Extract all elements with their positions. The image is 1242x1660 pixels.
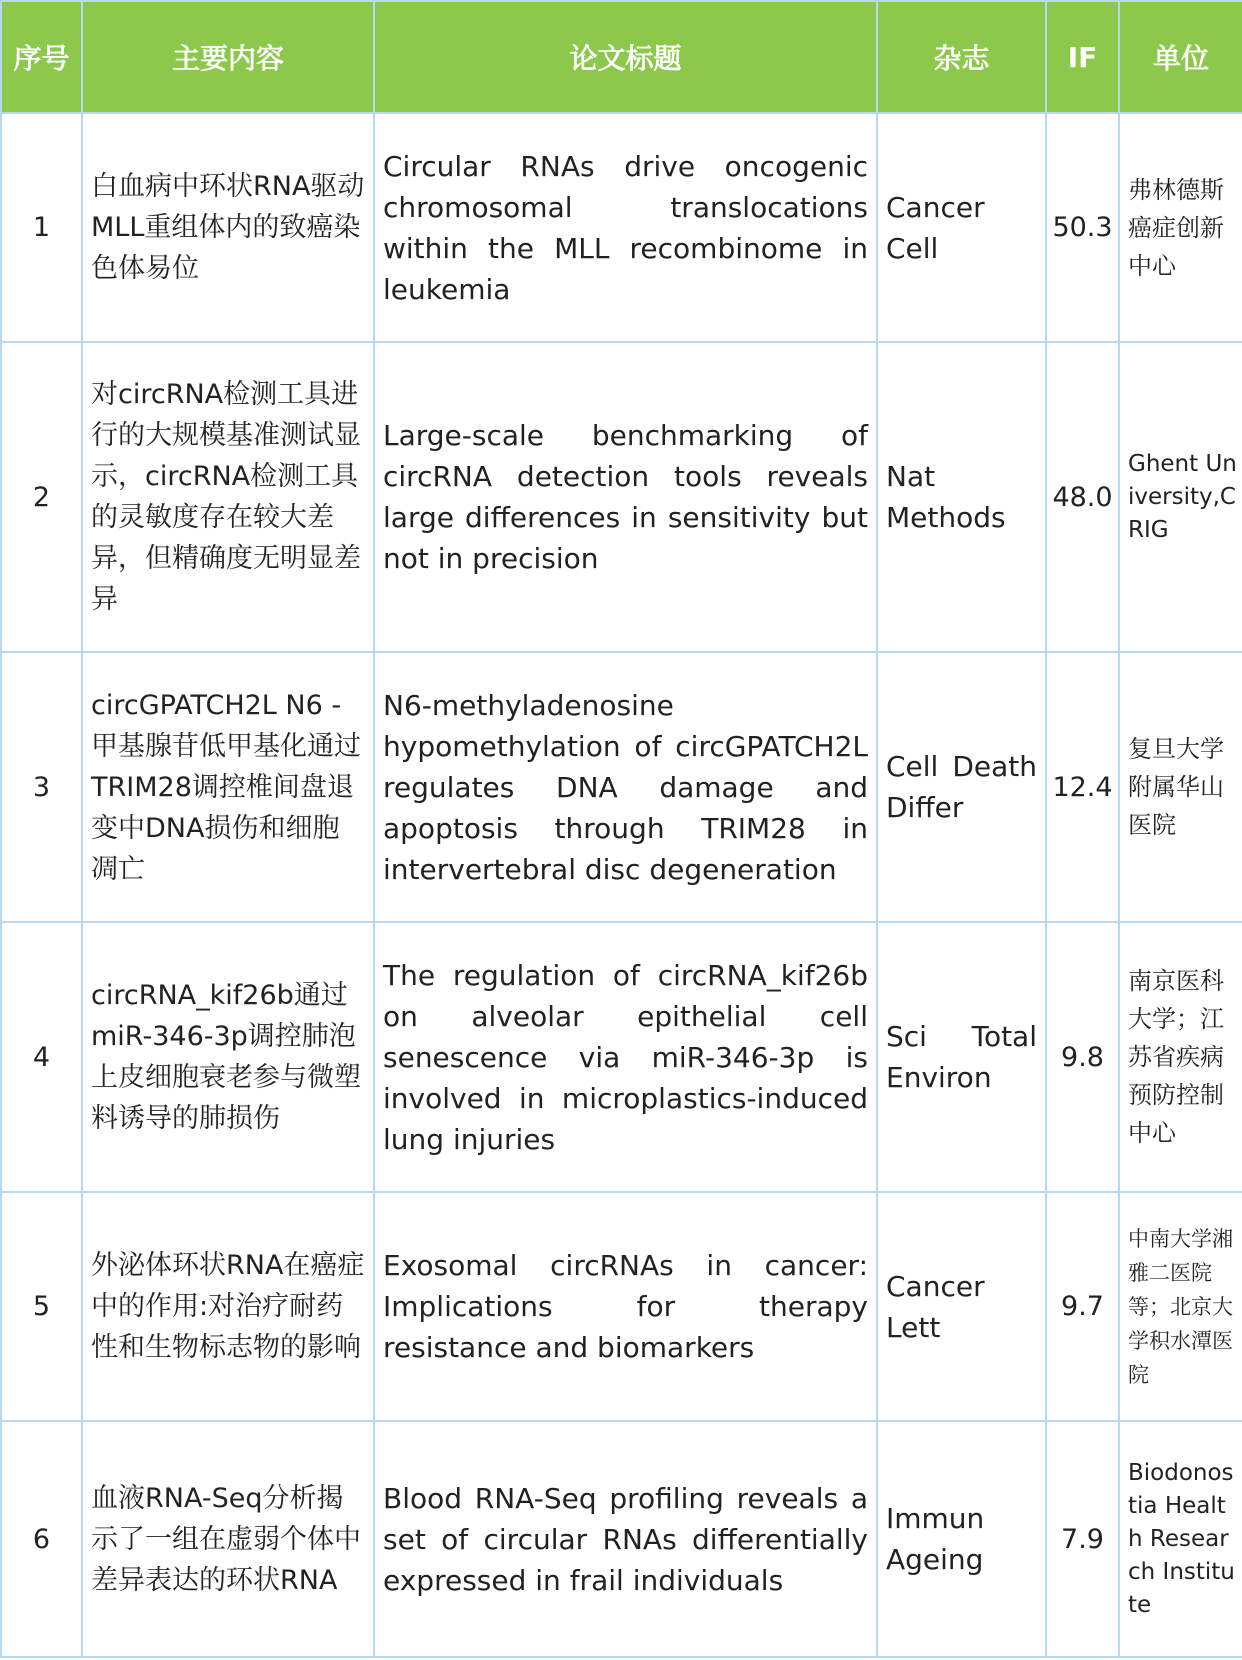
cell-no: 1 [1,113,82,342]
cell-title: The regulation of circRNA_kif26b on alveolar epithelial cell senescence via miR-346-3p is involved in microplastics-induced lung injuries [374,922,877,1192]
cell-journal: Immun Ageing [877,1421,1046,1657]
table-row [1,652,1242,922]
cell-no: 3 [1,652,82,922]
cell-unit: 弗林德斯癌症创新中心 [1119,113,1242,342]
header-content: 主要内容 [82,1,374,113]
cell-content: circGPATCH2L N6 -甲基腺苷低甲基化通过TRIM28调控椎间盘退变中DNA损伤和细胞凋亡 [82,652,374,922]
header-if: IF [1046,1,1119,113]
cell-title: Circular RNAs drive oncogenic chromosomal translocations within the MLL recombinome in leukemia [374,113,877,342]
cell-no: 4 [1,922,82,1192]
table-row [1,1421,1242,1657]
cell-title: Large-scale benchmarking of circRNA detection tools reveals large differences in sensitivity but not in precision [374,342,877,652]
cell-content: 外泌体环状RNA在癌症中的作用:对治疗耐药性和生物标志物的影响 [82,1192,374,1421]
header-title: 论文标题 [374,1,877,113]
cell-journal: Cancer Lett [877,1192,1046,1421]
cell-journal: Cancer Cell [877,113,1046,342]
cell-if: 48.0 [1046,342,1119,652]
cell-if: 9.8 [1046,922,1119,1192]
header-row [1,1,1242,113]
cell-if: 50.3 [1046,113,1119,342]
table-row [1,113,1242,342]
table-body [1,113,1242,1657]
cell-unit: 南京医科大学；江苏省疾病预防控制中心 [1119,922,1242,1192]
cell-title: Blood RNA-Seq profiling reveals a set of circular RNAs differentially expressed in frail individuals [374,1421,877,1657]
header-unit: 单位 [1119,1,1242,113]
cell-journal: Sci Total Environ [877,922,1046,1192]
cell-title: Exosomal circRNAs in cancer: Implications for therapy resistance and biomarkers [374,1192,877,1421]
cell-unit: Biodonostia Health Research Institute [1119,1421,1242,1657]
cell-unit: 中南大学湘雅二医院等；北京大学积水潭医院 [1119,1192,1242,1421]
cell-if: 7.9 [1046,1421,1119,1657]
cell-if: 12.4 [1046,652,1119,922]
cell-no: 2 [1,342,82,652]
table-row [1,922,1242,1192]
table-row [1,342,1242,652]
cell-unit: Ghent University,CRIG [1119,342,1242,652]
cell-journal: Nat Methods [877,342,1046,652]
cell-journal: Cell Death Differ [877,652,1046,922]
table-header [1,1,1242,113]
cell-content: 血液RNA-Seq分析揭示了一组在虚弱个体中差异表达的环状RNA [82,1421,374,1657]
cell-no: 5 [1,1192,82,1421]
cell-content: 对circRNA检测工具进行的大规模基准测试显示，circRNA检测工具的灵敏度存在较大差异，但精确度无明显差异 [82,342,374,652]
header-no: 序号 [1,1,82,113]
cell-if: 9.7 [1046,1192,1119,1421]
table-row [1,1192,1242,1421]
cell-no: 6 [1,1421,82,1657]
header-journal: 杂志 [877,1,1046,113]
cell-title: N6-methyladenosine hypomethylation of circGPATCH2L regulates DNA damage and apoptosis through TRIM28 in intervertebral disc degeneration [374,652,877,922]
cell-unit: 复旦大学附属华山医院 [1119,652,1242,922]
cell-content: circRNA_kif26b通过miR-346-3p调控肺泡上皮细胞衰老参与微塑料诱导的肺损伤 [82,922,374,1192]
cell-content: 白血病中环状RNA驱动MLL重组体内的致癌染色体易位 [82,113,374,342]
